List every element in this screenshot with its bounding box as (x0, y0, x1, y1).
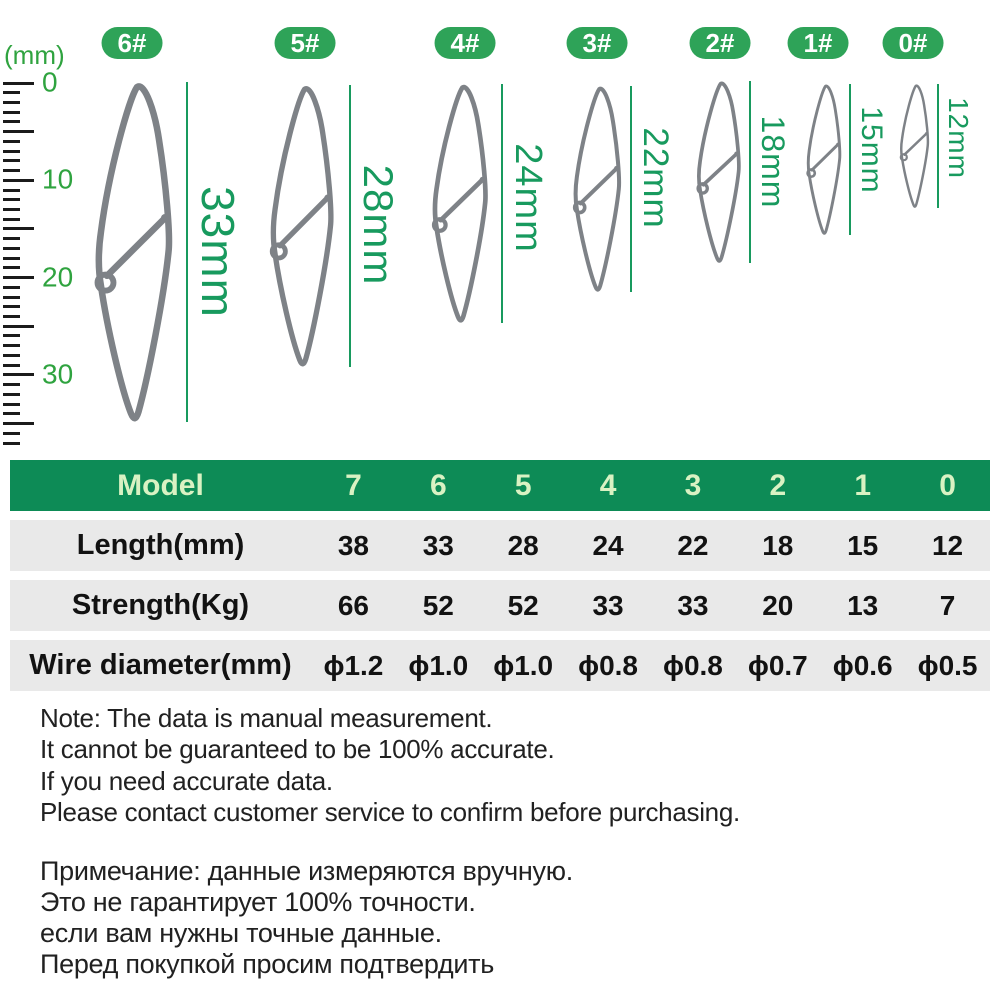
note-line-ru: Примечание: данные измеряются вручную. (40, 856, 573, 886)
ruler-tick (3, 179, 34, 182)
measure-line (186, 82, 188, 422)
size-badge: 5# (275, 27, 336, 59)
spec-value-cell: 12 (931, 529, 964, 561)
snap-wire-graphic (567, 86, 629, 292)
ruler-tick (3, 344, 20, 347)
note-line-en: It cannot be guaranteed to be 100% accurate. (40, 734, 555, 765)
note-line-en: Please contact customer service to confirm before purchasing. (40, 796, 740, 827)
note-block-russian (40, 856, 573, 980)
spec-value-cell: ϕ1.0 (408, 649, 469, 681)
ruler-tick (3, 422, 34, 425)
ruler-tick (3, 208, 20, 211)
note-line-en: If you need accurate data. (40, 765, 333, 796)
spec-row (10, 640, 990, 691)
ruler-label: 10 (42, 163, 74, 195)
measure-line (937, 84, 939, 208)
ruler-label: 20 (42, 260, 74, 292)
snap-wire-graphic (691, 81, 748, 263)
header-size-cell: 1 (854, 468, 872, 502)
header-size-cell: 5 (514, 468, 532, 502)
size-badge: 1# (788, 27, 849, 59)
ruler-tick (3, 189, 20, 192)
spec-value-cell: 33 (422, 529, 454, 561)
header-size-cell: 3 (684, 468, 702, 502)
note-line-ru: Это не гарантирует 100% точности. (40, 887, 476, 917)
measure-line (849, 84, 851, 235)
ruler-tick (3, 286, 20, 289)
ruler-tick (3, 373, 34, 376)
header-size-cell: 7 (345, 468, 362, 502)
ruler-tick (3, 101, 20, 104)
snap-wire-graphic (802, 84, 847, 235)
ruler-tick (3, 432, 20, 435)
length-label: 28mm (355, 164, 402, 286)
spec-value-cell: 52 (422, 589, 454, 621)
ruler-tick (3, 120, 20, 123)
ruler-tick (3, 266, 20, 269)
ruler-tick (3, 315, 20, 318)
length-label: 24mm (507, 143, 549, 253)
spec-value-cell: 38 (337, 529, 370, 561)
ruler-tick (3, 91, 20, 94)
measure-line (501, 84, 503, 323)
length-label: 33mm (192, 186, 244, 318)
size-badge: 3# (567, 27, 628, 59)
snap-wire-graphic (425, 84, 497, 323)
size-badge: 4# (435, 27, 496, 59)
ruler-tick (3, 364, 20, 367)
note-line-ru: Перед покупкой просим подтвердить (40, 949, 494, 979)
header-size-cell: 6 (429, 468, 447, 502)
ruler-tick (3, 305, 20, 308)
header-size-cell: 0 (939, 468, 956, 502)
spec-value-cell: 18 (762, 529, 794, 561)
ruler-tick (3, 442, 20, 445)
spec-value-cell: ϕ0.7 (747, 649, 808, 681)
spec-value-cell: 20 (762, 589, 794, 621)
ruler-tick (3, 82, 34, 85)
size-badge: 2# (690, 27, 751, 59)
note-line-en: Note: The data is manual measurement. (40, 703, 493, 733)
ruler-label: 0 (42, 66, 58, 98)
spec-value-cell: ϕ1.0 (493, 649, 554, 681)
ruler-unit-label: (mm) (4, 40, 65, 70)
spec-value-cell: 33 (592, 589, 624, 621)
note-block-english (40, 703, 740, 828)
snap-wire-graphic (85, 82, 185, 422)
snap-wire-graphic (896, 84, 934, 208)
ruler-label: 30 (42, 358, 74, 390)
measure-line (349, 85, 351, 367)
header-size-cell: 2 (769, 468, 787, 502)
ruler-tick (3, 334, 20, 337)
spec-value-cell: ϕ0.8 (578, 649, 639, 681)
ruler-tick (3, 296, 20, 299)
spec-value-cell: ϕ1.2 (323, 649, 384, 681)
spec-value-cell: ϕ0.6 (832, 649, 893, 681)
row-label-cell: Length(mm) (76, 529, 245, 561)
spec-value-cell: 33 (677, 589, 709, 621)
ruler-tick (3, 111, 20, 114)
ruler-tick (3, 198, 20, 201)
spec-value-cell: 15 (847, 529, 879, 561)
snap-wire-graphic (262, 85, 344, 367)
spec-table (10, 460, 990, 700)
header-model-cell: Model (117, 468, 204, 502)
length-label: 22mm (636, 127, 675, 229)
ruler-tick (3, 227, 34, 230)
ruler-tick (3, 383, 20, 386)
ruler-tick (3, 140, 20, 143)
measure-line (749, 81, 751, 263)
spec-value-cell: 52 (507, 589, 539, 621)
ruler-tick (3, 325, 34, 328)
ruler-tick (3, 403, 20, 406)
measure-line (630, 86, 632, 292)
spec-value-cell: 7 (939, 589, 956, 621)
ruler-tick (3, 257, 20, 260)
header-size-cell: 4 (599, 468, 617, 502)
spec-value-cell: 13 (847, 589, 879, 621)
spec-value-cell: 24 (592, 529, 624, 561)
size-badge: 6# (102, 27, 163, 59)
ruler-tick (3, 130, 34, 133)
ruler-tick (3, 237, 20, 240)
note-line-ru: если вам нужны точные данные. (40, 918, 442, 948)
spec-value-cell: ϕ0.5 (917, 649, 978, 681)
row-label-cell: Wire diameter(mm) (29, 649, 292, 681)
length-label: 18mm (755, 115, 791, 209)
size-badge: 0# (883, 27, 944, 59)
ruler-tick (3, 169, 20, 172)
ruler-tick (3, 393, 20, 396)
ruler-tick (3, 276, 34, 279)
row-label-cell: Strength(Kg) (71, 589, 250, 621)
ruler-tick (3, 159, 20, 162)
ruler-tick (3, 150, 20, 153)
length-label: 12mm (943, 97, 974, 179)
spec-value-cell: 66 (337, 589, 370, 621)
ruler-tick (3, 218, 20, 221)
spec-row (10, 580, 990, 631)
spec-row (10, 520, 990, 571)
ruler-tick (3, 354, 20, 357)
length-label: 15mm (855, 106, 888, 194)
spec-value-cell: ϕ0.8 (662, 649, 723, 681)
spec-value-cell: 22 (677, 529, 709, 561)
ruler-tick (3, 247, 20, 250)
ruler-tick (3, 412, 20, 415)
table-header-row (10, 460, 990, 511)
spec-value-cell: 28 (507, 529, 539, 561)
